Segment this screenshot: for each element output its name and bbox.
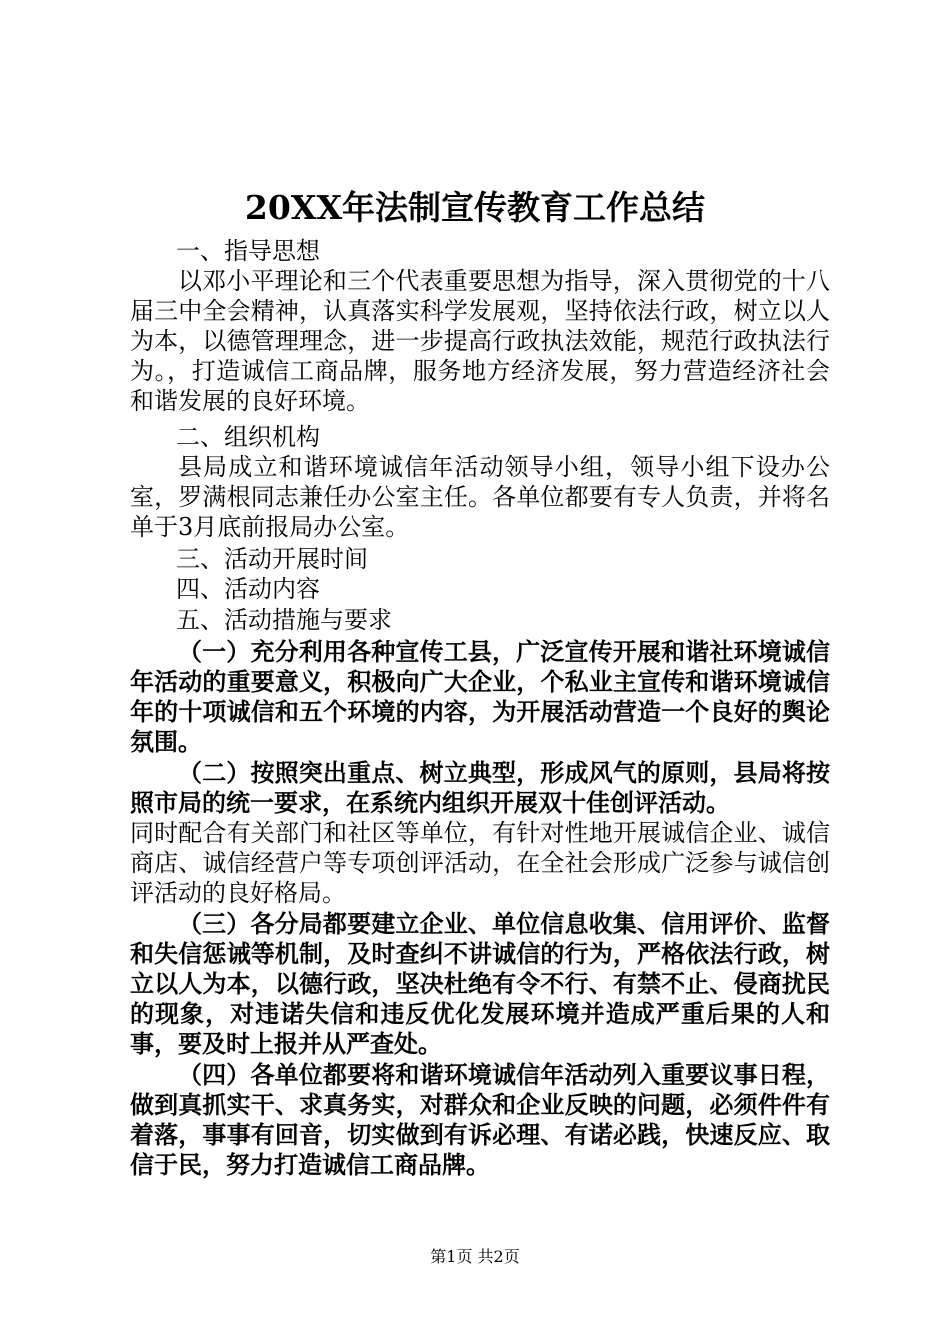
section-heading: 二、组织机构	[176, 423, 320, 451]
section-heading: 四、活动内容	[176, 575, 320, 603]
section-paragraph: （三）各分局都要建立企业、单位信息收集、信用评价、监督和失信惩诫等机制，及时查纠不讲诚信的行为，严格依法行政，树立以人为本，以德行政，坚决杜绝有令不行、有禁不止、侵商扰民的现象，对违诺失信和违反优化发展环境并造成严重后果的人和事，要及时上报并从严查处。	[130, 909, 830, 1058]
section-paragraph: 同时配合有关部门和社区等单位，有针对性地开展诚信企业、诚信商店、诚信经营户等专项创评活动，在全社会形成广泛参与诚信创评活动的良好格局。	[130, 819, 830, 907]
section-paragraph: （四）各单位都要将和谐环境诚信年活动列入重要议事日程，做到真抓实干、求真务实，对群众和企业反映的问题，必须件件有着落，事事有回音，切实做到有诉必理、有诺必践，快速反应、取信于民，努力打造诚信工商品牌。	[130, 1060, 830, 1179]
section-2	[130, 422, 830, 542]
section-paragraph: 县局成立和谐环境诚信年活动领导小组，领导小组下设办公室，罗满根同志兼任办公室主任。各单位都要有专人负责，并将名单于3月底前报局办公室。	[130, 453, 830, 541]
section-paragraph: （一）充分利用各种宣传工县，广泛宣传开展和谐社环境诚信年活动的重要意义，积极向广大企业，个私业主宣传和谐环境诚信年的十项诚信和五个环境的内容，为开展活动营造一个良好的舆论氛围。	[130, 637, 830, 756]
section-heading: 一、指导思想	[176, 237, 320, 265]
section-1	[130, 236, 830, 416]
section-4	[130, 574, 830, 604]
section-heading: 三、活动开展时间	[176, 545, 368, 573]
section-heading: 五、活动措施与要求	[176, 606, 392, 634]
document-title: 20XX年法制宣传教育工作总结	[244, 188, 706, 227]
page-footer: 第1页 共2页	[430, 1247, 520, 1266]
section-paragraph: 以邓小平理论和三个代表重要思想为指导，深入贯彻党的十八届三中全会精神，认真落实科学发展观，坚持依法行政，树立以人为本，以德管理理念，进一步提高行政执法效能，规范行政执法行为。，打造诚信工商品牌，服务地方经济发展，努力营造经济社会和谐发展的良好环境。	[130, 267, 830, 415]
section-3	[130, 544, 830, 574]
section-paragraph: （二）按照突出重点、树立典型，形成风气的原则，县局将按照市局的统一要求，在系统内组织开展双十佳创评活动。	[130, 758, 830, 817]
section-5	[130, 605, 830, 1180]
